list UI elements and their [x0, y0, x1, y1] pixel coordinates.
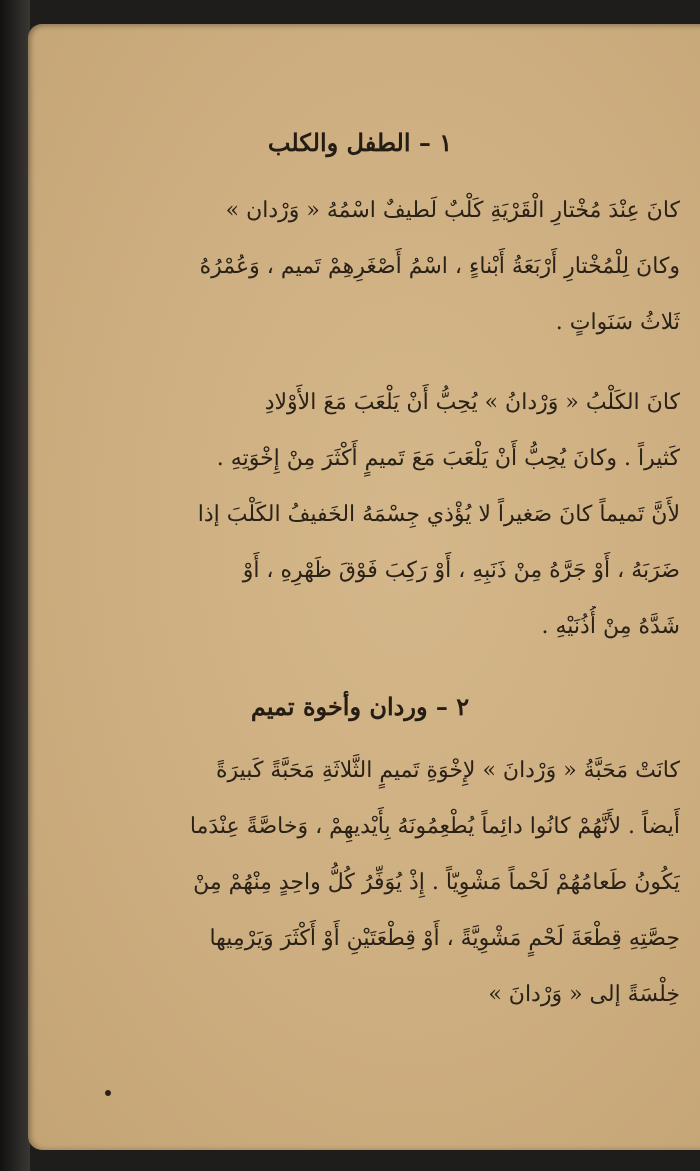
text-line: ضَرَبَهُ ، أَوْ جَرَّهُ مِنْ ذَنَبِهِ ، أَوْ رَكِبَ فَوْقَ ظَهْرِهِ ، أَوْ [242, 558, 680, 583]
text-line: ثَلاثُ سَنَواتٍ . [555, 310, 680, 335]
section-1-paragraph-1 [60, 190, 680, 358]
text-line: كانَتْ مَحَبَّةُ « وَرْدانَ » لإِخْوَةِ تَميمٍ الثَّلاثَةِ مَحَبَّةً كَبيرَةً [216, 758, 680, 783]
section-1-paragraph-2 [60, 382, 680, 662]
scan-border [0, 0, 30, 1171]
text-line: كَثيراً . وكانَ يُحِبُّ أَنْ يَلْعَبَ مَعَ تَميمٍ أَكْثَرَ مِنْ إِخْوَتِهِ . [216, 446, 680, 471]
text-line: وكانَ لِلْمُخْتارِ أَرْبَعَةُ أَبْناءٍ ، اسْمُ أَصْغَرِهِمْ تَميم ، وَعُمْرُهُ [199, 254, 680, 279]
text-line: حِصَّتِهِ قِطْعَةَ لَحْمٍ مَشْوِيَّةً ، أَوْ قِطْعَتَيْنِ أَوْ أَكْثَرَ وَيَرْمِيها [209, 926, 680, 951]
section-1-title: ١ – الطفل والكلب [267, 128, 453, 157]
section-2-title: ٢ – وردان وأخوة تميم [250, 692, 470, 721]
text-line: لأَنَّ تَميماً كانَ صَغيراً لا يُؤْذي جِسْمَهُ الخَفيفُ الكَلْبَ إذا [197, 502, 680, 527]
ink-dot [105, 1090, 111, 1096]
text-line: أَيضاً . لأَنَّهُمْ كانُوا دائِماً يُطْعِمُونَهُ بِأَيْديهِمْ ، وَخاصَّةً عِنْدَما [189, 814, 680, 839]
text-line: يَكُونُ طَعامُهُمْ لَحْماً مَشْوِيّاً . إِذْ يُوَفِّرُ كُلُّ واحِدٍ مِنْهُمْ مِنْ [193, 870, 680, 895]
text-line: كانَ الكَلْبُ « وَرْدانُ » يُحِبُّ أَنْ يَلْعَبَ مَعَ الأَوْلادِ [264, 390, 680, 415]
text-line: كانَ عِنْدَ مُخْتارِ الْقَرْيَةِ كَلْبٌ لَطيفٌ اسْمُهُ « وَرْدان » [225, 198, 680, 223]
text-line: خِلْسَةً إلى « وَرْدانَ » [488, 982, 680, 1007]
text-line: شَدَّهُ مِنْ أُذُنَيْهِ . [541, 614, 680, 639]
section-2-paragraph-1 [60, 750, 680, 1030]
